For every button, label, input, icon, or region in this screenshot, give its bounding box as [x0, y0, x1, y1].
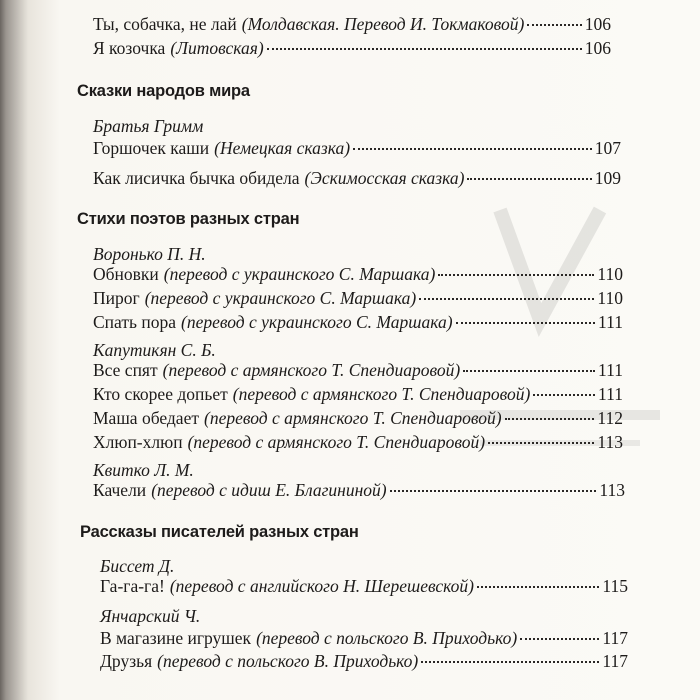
entry-title: Пирог: [93, 288, 140, 308]
entry-title: Обновки: [93, 264, 159, 284]
toc-entry: [93, 312, 623, 334]
entry-note: (перевод с украинского С. Маршака): [163, 264, 436, 284]
entry-note: (перевод с армянского Т. Спендиаровой): [204, 408, 502, 428]
dot-leader: [463, 370, 595, 372]
entry-title: Кто скорее допьет: [93, 384, 228, 404]
page-number: 112: [597, 408, 623, 428]
entry-title: Качели: [93, 480, 147, 500]
dot-leader: [456, 322, 596, 324]
page-number: 117: [602, 628, 628, 648]
section-heading: Сказки народов мира: [77, 82, 250, 100]
entry-title: Хлюп-хлюп: [93, 432, 183, 452]
entry-title: Спать пора: [93, 312, 176, 332]
dot-leader: [505, 418, 595, 420]
entry-title: Ты, собачка, не лай: [93, 14, 237, 34]
dot-leader: [477, 586, 599, 588]
page-number: 113: [597, 432, 623, 452]
dot-leader: [520, 638, 599, 640]
page-number: 106: [584, 14, 611, 34]
author-name: Квитко Л. М.: [93, 460, 194, 480]
author-name: Янчарский Ч.: [100, 606, 201, 626]
entry-note: (Молдавская. Перевод И. Токмаковой): [241, 14, 525, 34]
dot-leader: [467, 178, 591, 180]
section-heading: Рассказы писателей разных стран: [80, 523, 359, 541]
page-number: 106: [584, 38, 611, 58]
dot-leader: [353, 148, 592, 150]
bleed-through-watermark: [460, 200, 660, 500]
page-number: 111: [598, 312, 623, 332]
entry-note: (перевод с армянского Т. Спендиаровой): [162, 360, 461, 380]
entry-note: (Эскимосская сказка): [304, 168, 465, 188]
entry-note: (перевод с идиш Е. Благининой): [151, 480, 387, 500]
toc-entry: [100, 576, 628, 598]
toc-entry: [100, 628, 628, 650]
dot-leader: [421, 661, 599, 663]
entry-title: Как лисичка бычка обидела: [93, 168, 300, 188]
toc-entry: [93, 168, 621, 190]
entry-note: (перевод с армянского Т. Спендиаровой): [232, 384, 531, 404]
entry-title: Все спят: [93, 360, 158, 380]
author-name: Воронько П. Н.: [93, 244, 206, 264]
page-number: 110: [597, 264, 623, 284]
entry-note: (Немецкая сказка): [214, 138, 351, 158]
page-number: 111: [598, 360, 623, 380]
toc-entry: [93, 480, 625, 502]
toc-entry: [93, 384, 623, 406]
dot-leader: [419, 298, 594, 300]
dot-leader: [533, 394, 595, 396]
toc-entry: [93, 264, 623, 286]
page-number: 113: [599, 480, 625, 500]
toc-entry: [93, 138, 621, 160]
page-number: 109: [594, 168, 621, 188]
dot-leader: [438, 274, 594, 276]
section-heading: Стихи поэтов разных стран: [77, 210, 300, 228]
page-number: 117: [602, 651, 628, 671]
toc-entry: [93, 432, 623, 454]
entry-note: (перевод с польского В. Приходько): [157, 651, 419, 671]
entry-note: (перевод с английского Н. Шерешевской): [169, 576, 474, 596]
page-number: 107: [594, 138, 621, 158]
dot-leader: [488, 442, 594, 444]
page-number: 110: [597, 288, 623, 308]
entry-note: (перевод с украинского С. Маршака): [144, 288, 417, 308]
toc-entry: [93, 288, 623, 310]
author-name: Капутикян С. Б.: [93, 340, 216, 360]
toc-entry: [93, 14, 611, 36]
toc-entry: [93, 360, 623, 382]
dot-leader: [267, 48, 582, 50]
entry-note: (перевод с армянского Т. Спендиаровой): [187, 432, 486, 452]
entry-note: (перевод с украинского С. Маршака): [181, 312, 453, 332]
entry-title: Друзья: [100, 651, 153, 671]
entry-title: Горшочек каши: [93, 138, 210, 158]
dot-leader: [390, 490, 597, 492]
entry-title: Га-га-га!: [100, 576, 165, 596]
toc-entry: [93, 408, 623, 430]
page-number: 111: [598, 384, 623, 404]
page-number: 115: [602, 576, 628, 596]
dot-leader: [527, 24, 581, 26]
entry-note: (перевод с польского В. Приходько): [256, 628, 518, 648]
entry-title: Я козочка: [93, 38, 166, 58]
toc-entry: [93, 38, 611, 60]
toc-entry: [100, 651, 628, 673]
entry-title: Маша обедает: [93, 408, 199, 428]
entry-title: В магазине игрушек: [100, 628, 252, 648]
author-name: Братья Гримм: [93, 116, 204, 136]
author-name: Биссет Д.: [100, 556, 175, 576]
entry-note: (Литовская): [170, 38, 264, 58]
